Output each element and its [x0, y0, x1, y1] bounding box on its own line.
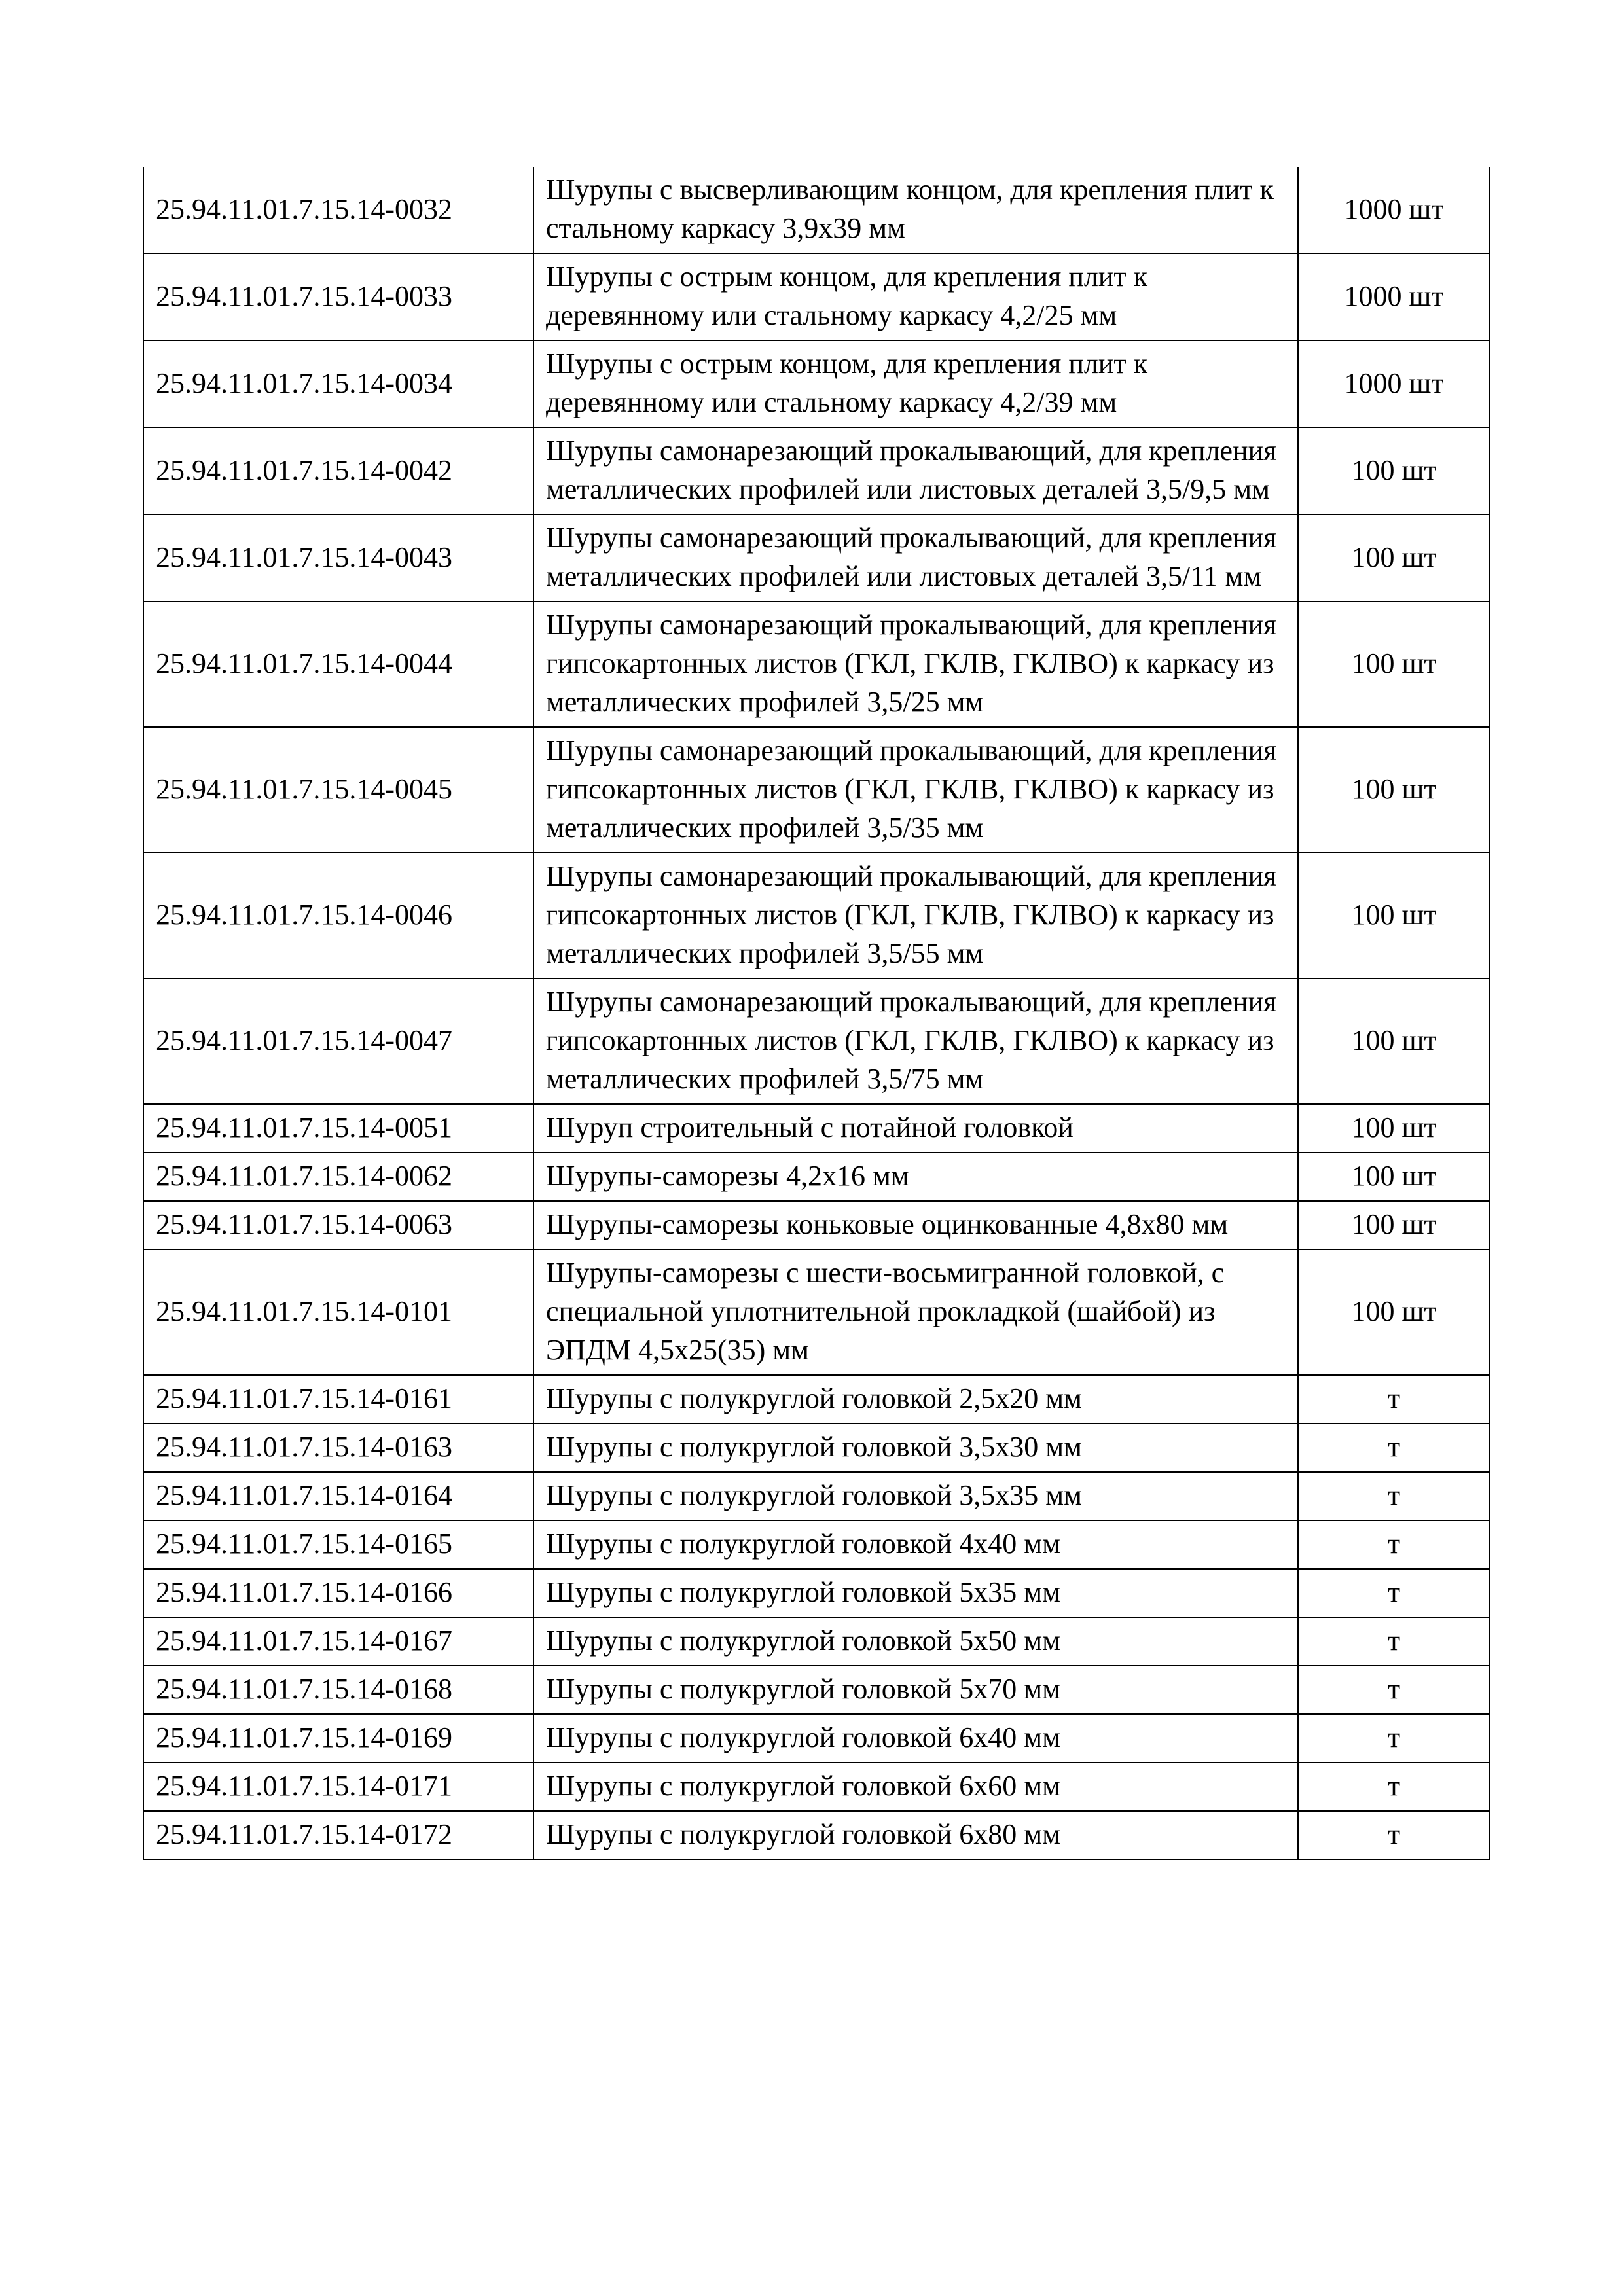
row-code: 25.94.11.01.7.15.14-0034 [143, 340, 533, 427]
row-unit: т [1298, 1472, 1490, 1520]
row-unit: т [1298, 1520, 1490, 1569]
row-name: Шурупы с полукруглой головкой 5х50 мм [533, 1617, 1298, 1666]
table-row [143, 167, 1490, 253]
table-row [143, 601, 1490, 727]
table-row [143, 1763, 1490, 1811]
row-unit: т [1298, 1424, 1490, 1472]
row-name: Шурупы с полукруглой головкой 3,5х35 мм [533, 1472, 1298, 1520]
row-name: Шурупы с полукруглой головкой 6х80 мм [533, 1811, 1298, 1859]
row-code: 25.94.11.01.7.15.14-0172 [143, 1811, 533, 1859]
row-unit: 100 шт [1298, 1201, 1490, 1249]
row-unit: т [1298, 1714, 1490, 1763]
row-code: 25.94.11.01.7.15.14-0042 [143, 427, 533, 514]
table-row [143, 1811, 1490, 1859]
row-unit: т [1298, 1375, 1490, 1424]
row-name: Шурупы с полукруглой головкой 4х40 мм [533, 1520, 1298, 1569]
row-code: 25.94.11.01.7.15.14-0164 [143, 1472, 533, 1520]
row-code: 25.94.11.01.7.15.14-0051 [143, 1104, 533, 1153]
row-unit: 1000 шт [1298, 167, 1490, 253]
row-unit: 100 шт [1298, 601, 1490, 727]
row-unit: 1000 шт [1298, 340, 1490, 427]
row-name: Шурупы с полукруглой головкой 6х40 мм [533, 1714, 1298, 1763]
row-code: 25.94.11.01.7.15.14-0169 [143, 1714, 533, 1763]
row-unit: т [1298, 1617, 1490, 1666]
row-name: Шурупы-саморезы с шести-восьмигранной головкой, с специальной уплотнительной прокладкой (шайбой) из ЭПДМ 4,5х25(35) мм [533, 1249, 1298, 1375]
row-unit: т [1298, 1811, 1490, 1859]
row-name: Шурупы самонарезающий прокалывающий, для крепления гипсокартонных листов (ГКЛ, ГКЛВ, ГКЛВО) к каркасу из металлических профилей 3,5/25 мм [533, 601, 1298, 727]
row-unit: 1000 шт [1298, 253, 1490, 340]
row-unit: 100 шт [1298, 1104, 1490, 1153]
row-code: 25.94.11.01.7.15.14-0044 [143, 601, 533, 727]
row-unit: т [1298, 1666, 1490, 1714]
row-name: Шурупы с полукруглой головкой 5х35 мм [533, 1569, 1298, 1617]
row-code: 25.94.11.01.7.15.14-0166 [143, 1569, 533, 1617]
row-name: Шурупы самонарезающий прокалывающий, для крепления гипсокартонных листов (ГКЛ, ГКЛВ, ГКЛВО) к каркасу из металлических профилей 3,5/35 мм [533, 727, 1298, 853]
row-unit: т [1298, 1569, 1490, 1617]
table-row [143, 253, 1490, 340]
row-code: 25.94.11.01.7.15.14-0101 [143, 1249, 533, 1375]
row-name: Шурупы с полукруглой головкой 3,5х30 мм [533, 1424, 1298, 1472]
table-row [143, 1520, 1490, 1569]
row-unit: 100 шт [1298, 1249, 1490, 1375]
row-code: 25.94.11.01.7.15.14-0165 [143, 1520, 533, 1569]
row-code: 25.94.11.01.7.15.14-0046 [143, 853, 533, 978]
row-unit: т [1298, 1763, 1490, 1811]
row-name: Шуруп строительный с потайной головкой [533, 1104, 1298, 1153]
row-code: 25.94.11.01.7.15.14-0167 [143, 1617, 533, 1666]
row-code: 25.94.11.01.7.15.14-0062 [143, 1153, 533, 1201]
row-name: Шурупы с высверливающим концом, для крепления плит к стальному каркасу 3,9х39 мм [533, 167, 1298, 253]
row-name: Шурупы с острым концом, для крепления плит к деревянному или стальному каркасу 4,2/25 мм [533, 253, 1298, 340]
row-code: 25.94.11.01.7.15.14-0032 [143, 167, 533, 253]
row-name: Шурупы с острым концом, для крепления плит к деревянному или стальному каркасу 4,2/39 мм [533, 340, 1298, 427]
table-row [143, 514, 1490, 601]
row-unit: 100 шт [1298, 514, 1490, 601]
row-code: 25.94.11.01.7.15.14-0047 [143, 978, 533, 1104]
row-unit: 100 шт [1298, 427, 1490, 514]
row-unit: 100 шт [1298, 853, 1490, 978]
table-row [143, 1375, 1490, 1424]
table-row [143, 1617, 1490, 1666]
row-code: 25.94.11.01.7.15.14-0045 [143, 727, 533, 853]
table-row [143, 978, 1490, 1104]
row-code: 25.94.11.01.7.15.14-0043 [143, 514, 533, 601]
table-row [143, 427, 1490, 514]
table-row [143, 853, 1490, 978]
row-code: 25.94.11.01.7.15.14-0033 [143, 253, 533, 340]
row-unit: 100 шт [1298, 1153, 1490, 1201]
table-row [143, 340, 1490, 427]
table-body [143, 167, 1490, 1859]
table-row [143, 1104, 1490, 1153]
row-name: Шурупы самонарезающий прокалывающий, для крепления гипсокартонных листов (ГКЛ, ГКЛВ, ГКЛВО) к каркасу из металлических профилей 3,5/55 мм [533, 853, 1298, 978]
row-unit: 100 шт [1298, 978, 1490, 1104]
table-row [143, 1201, 1490, 1249]
table-row [143, 1666, 1490, 1714]
table-row [143, 1249, 1490, 1375]
row-name: Шурупы с полукруглой головкой 5х70 мм [533, 1666, 1298, 1714]
row-code: 25.94.11.01.7.15.14-0168 [143, 1666, 533, 1714]
row-name: Шурупы с полукруглой головкой 6х60 мм [533, 1763, 1298, 1811]
table-row [143, 1153, 1490, 1201]
resource-classifier-table [143, 167, 1490, 1860]
row-name: Шурупы самонарезающий прокалывающий, для крепления металлических профилей или листовых деталей 3,5/9,5 мм [533, 427, 1298, 514]
row-unit: 100 шт [1298, 727, 1490, 853]
row-code: 25.94.11.01.7.15.14-0063 [143, 1201, 533, 1249]
table-row [143, 1569, 1490, 1617]
row-name: Шурупы самонарезающий прокалывающий, для крепления гипсокартонных листов (ГКЛ, ГКЛВ, ГКЛВО) к каркасу из металлических профилей 3,5/75 мм [533, 978, 1298, 1104]
row-name: Шурупы-саморезы коньковые оцинкованные 4,8х80 мм [533, 1201, 1298, 1249]
table-row [143, 1424, 1490, 1472]
row-code: 25.94.11.01.7.15.14-0163 [143, 1424, 533, 1472]
row-name: Шурупы с полукруглой головкой 2,5х20 мм [533, 1375, 1298, 1424]
table-row [143, 1714, 1490, 1763]
table-row [143, 727, 1490, 853]
row-name: Шурупы самонарезающий прокалывающий, для крепления металлических профилей или листовых деталей 3,5/11 мм [533, 514, 1298, 601]
row-code: 25.94.11.01.7.15.14-0171 [143, 1763, 533, 1811]
row-name: Шурупы-саморезы 4,2х16 мм [533, 1153, 1298, 1201]
table-row [143, 1472, 1490, 1520]
row-code: 25.94.11.01.7.15.14-0161 [143, 1375, 533, 1424]
